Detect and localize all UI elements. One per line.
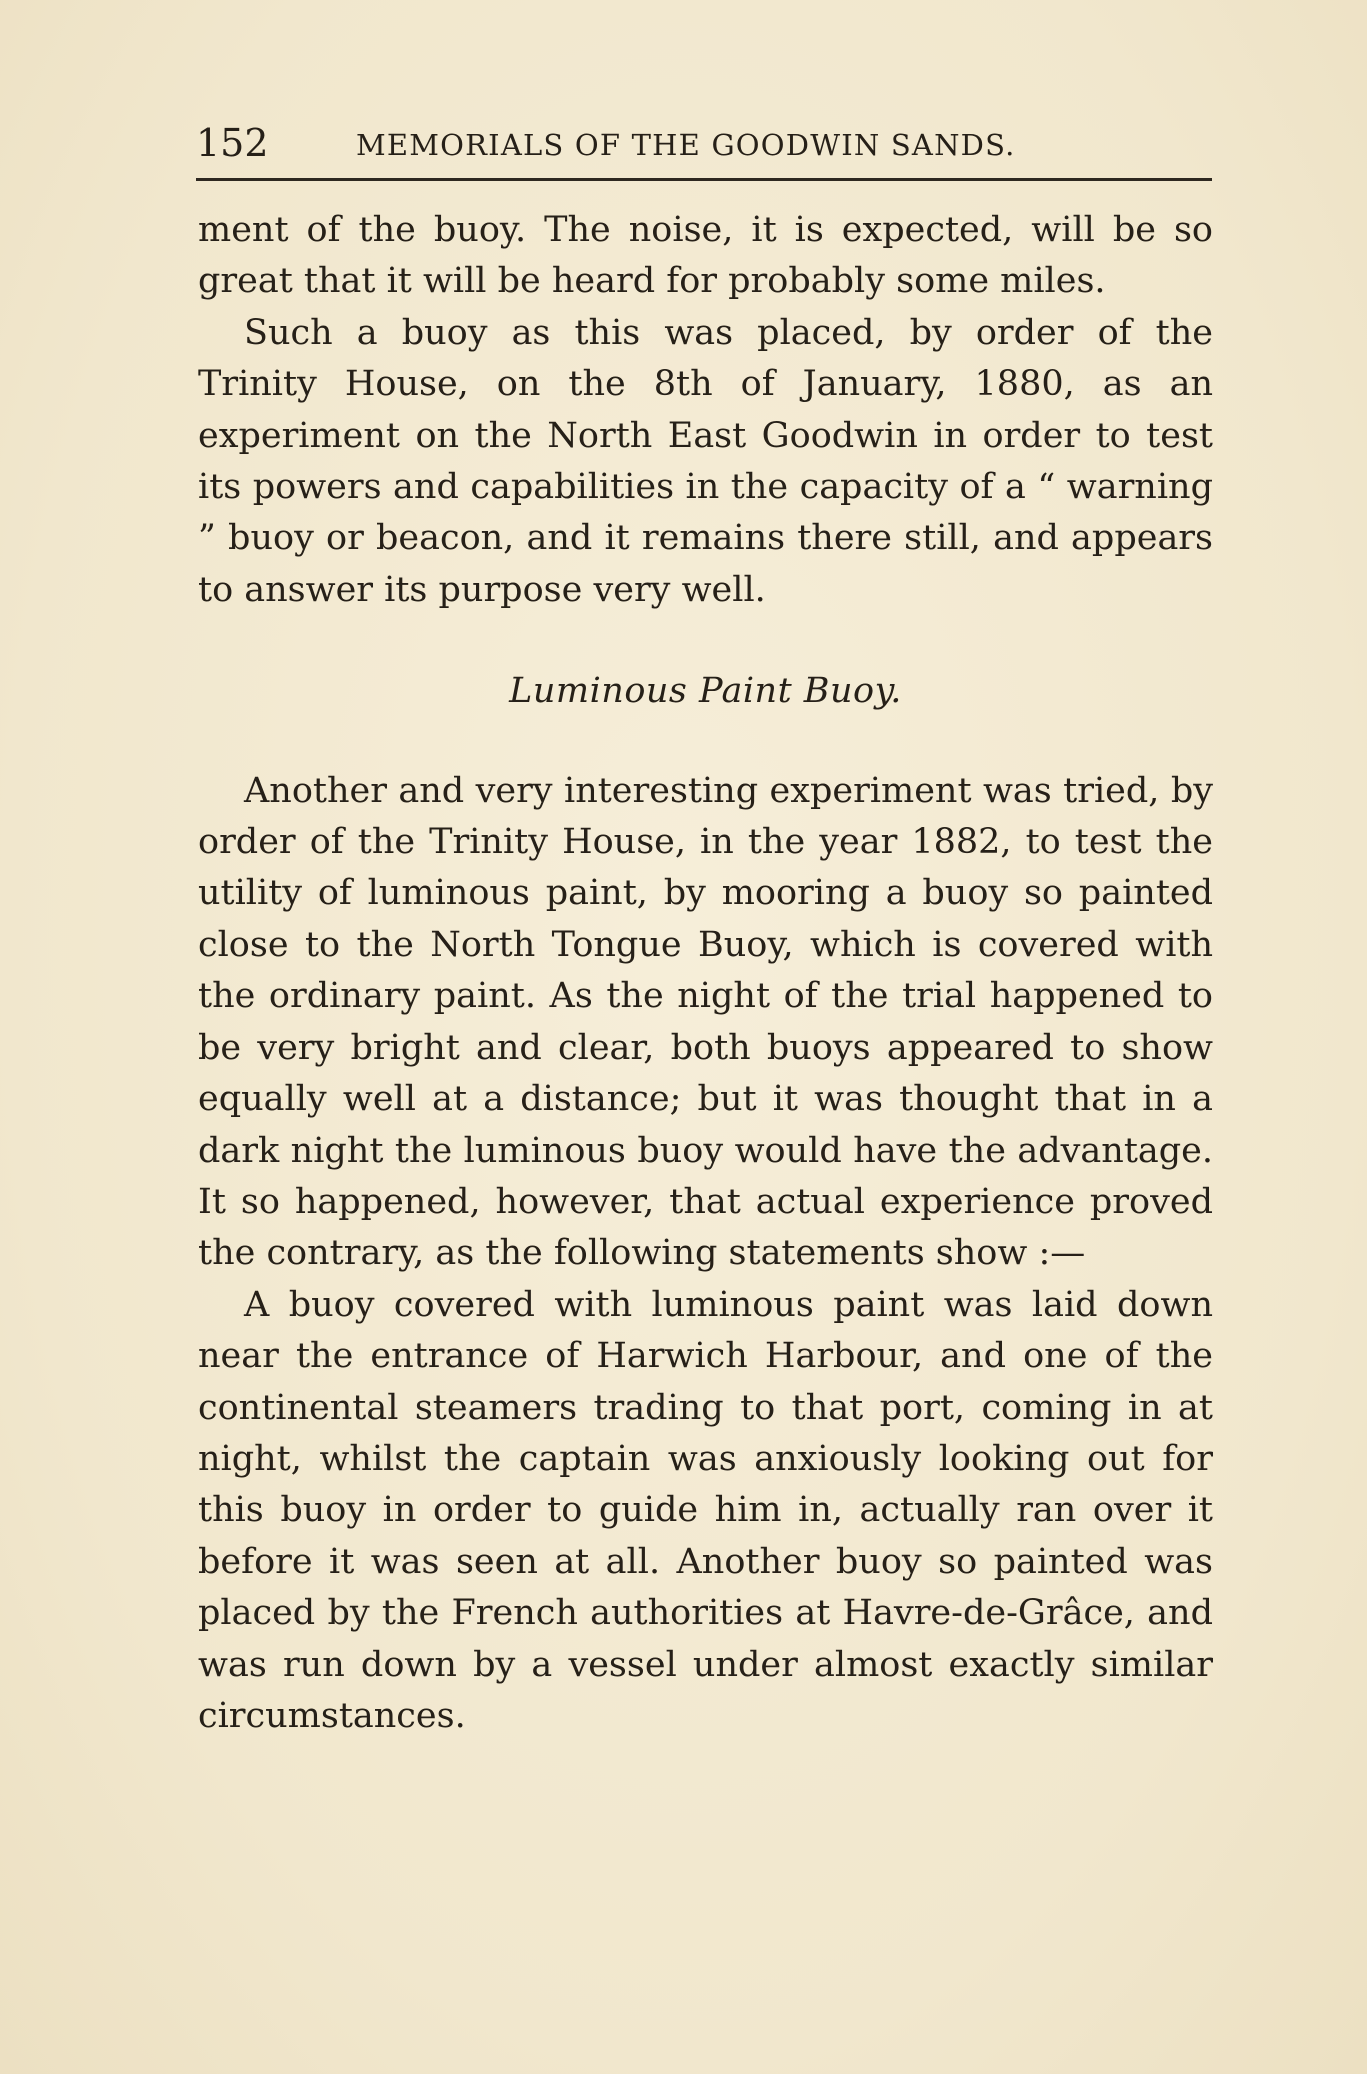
page-number: 152	[196, 121, 269, 165]
running-title: MEMORIALS OF THE GOODWIN SANDS.	[356, 128, 1016, 162]
paragraph-continuation: ment of the buoy. The noise, it is expected, will be so great that it will be heard for probably some miles.	[198, 210, 1213, 302]
paragraph-buoy-experiment: Such a buoy as this was placed, by order of the Trinity House, on the 8th of January, 1880, as an experiment on the North East Goodwin in order to test its powers and capabilities in the capacity of a “ warning ” buoy or beacon, and it remains there still, and appears to answer its purpose very well.	[198, 312, 1213, 610]
header-rule	[196, 178, 1212, 181]
paragraph-harwich: A buoy covered with luminous paint was laid down near the entrance of Harwich Harbour, and one of the continental steamers trading to that port, coming in at night, whilst the captain was anxiously looking out for this buoy in order to guide him in, actually ran over it before it was seen at all. Another buoy so painted was placed by the French authorities at Havre-de-Grâce, and was run down by a vessel under almost exactly similar circumstances.	[198, 1284, 1213, 1736]
page-header	[196, 118, 1212, 168]
section-heading: Luminous Paint Buoy.	[509, 671, 902, 712]
paragraph-luminous-paint: Another and very interesting experiment was tried, by order of the Trinity House, in the year 1882, to test the utility of luminous paint, by mooring a buoy so painted close to the North Tongue Buoy, which is covered with the ordinary paint. As the night of the trial happened to be very bright and clear, both buoys appeared to show equally well at a distance; but it was thought that in a dark night the luminous buoy would have the advantage. It so happened, however, that actual experience proved the contrary, as the following statements show :—	[198, 770, 1213, 1274]
page-body	[198, 205, 1213, 1742]
